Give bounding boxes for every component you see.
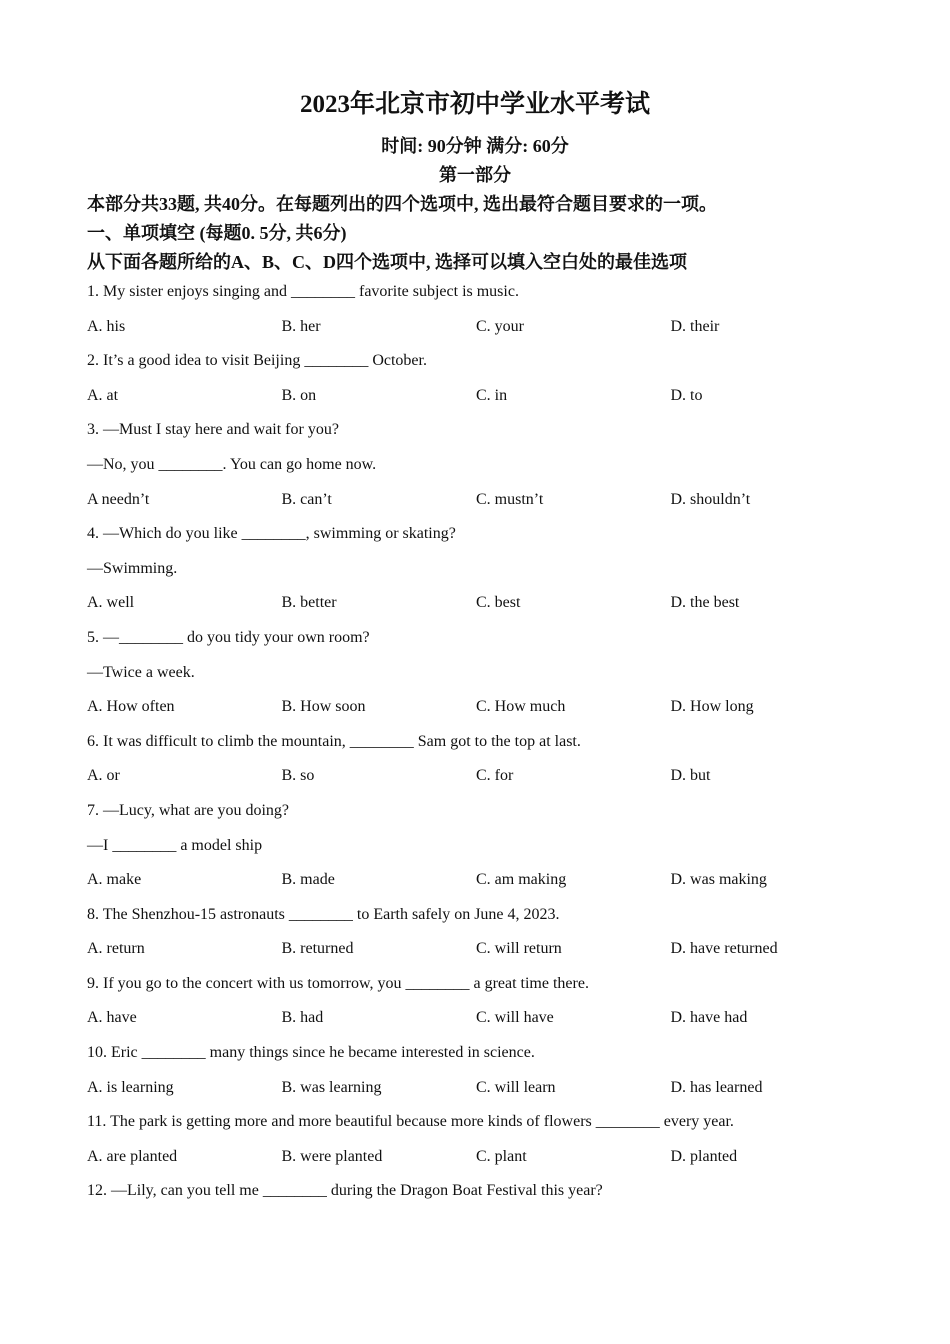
answer-option: D. but — [670, 767, 711, 785]
question — [87, 522, 887, 626]
question-stem: 6. It was difficult to climb the mountain, ________ Sam got to the top at last. — [87, 732, 581, 750]
answer-option: D. has learned — [670, 1078, 763, 1096]
answer-options — [87, 695, 887, 730]
question-stem: 4. —Which do you like ________, swimming or skating? — [87, 525, 456, 543]
answer-option: C. plant — [476, 1147, 527, 1165]
answer-options — [87, 591, 887, 626]
question-stem: 10. Eric ________ many things since he became interested in science. — [87, 1044, 535, 1062]
answer-options — [87, 488, 887, 523]
answer-options — [87, 764, 887, 799]
question — [87, 349, 887, 418]
part-heading: 第一部分 — [439, 165, 511, 185]
question-stem: 8. The Shenzhou-15 astronauts ________ to Earth safely on June 4, 2023. — [87, 905, 560, 923]
answer-option: C. in — [476, 386, 508, 404]
answer-options — [87, 868, 887, 903]
question-stem: —Swimming. — [87, 559, 178, 577]
answer-option: B. on — [281, 386, 317, 404]
question — [87, 1110, 887, 1179]
answer-option: B. returned — [281, 940, 354, 958]
section-instructions: 从下面各题所给的A、B、C、D四个选项中, 选择可以填入空白处的最佳选项 — [87, 252, 687, 272]
question — [87, 799, 887, 903]
question-stem: —No, you ________. You can go home now. — [87, 455, 377, 473]
answer-option: D. to — [670, 386, 703, 404]
question-stem: 11. The park is getting more and more beautiful because more kinds of flowers ________ every year. — [87, 1113, 734, 1131]
exam-time-score: 时间: 90分钟 满分: 60分 — [381, 136, 569, 156]
answer-option: D. have returned — [670, 940, 778, 958]
answer-option: D. How long — [670, 698, 754, 716]
answer-option: C. How much — [476, 698, 566, 716]
question-stem: 9. If you go to the concert with us tomorrow, you ________ a great time there. — [87, 974, 589, 992]
part-instructions: 本部分共33题, 共40分。在每题列出的四个选项中, 选出最符合题目要求的一项。 — [87, 194, 717, 214]
answer-option: A. is learning — [87, 1078, 174, 1096]
answer-option: D. the best — [670, 594, 740, 612]
answer-options — [87, 1145, 887, 1180]
answer-option: B. were planted — [281, 1147, 383, 1165]
answer-option: B. her — [281, 317, 321, 335]
answer-option: D. have had — [670, 1009, 748, 1027]
question — [87, 280, 887, 349]
question-stem: 7. —Lucy, what are you doing? — [87, 801, 290, 819]
answer-options — [87, 937, 887, 972]
question-stem: —I ________ a model ship — [87, 836, 263, 854]
answer-option: A. are planted — [87, 1147, 178, 1165]
answer-option: A. make — [87, 871, 142, 889]
answer-option: D. their — [670, 317, 720, 335]
question — [87, 972, 887, 1041]
question — [87, 1179, 887, 1214]
question-stem: 5. —________ do you tidy your own room? — [87, 628, 370, 646]
question — [87, 903, 887, 972]
answer-option: A needn’t — [87, 490, 150, 508]
answer-option: B. How soon — [281, 698, 366, 716]
answer-option: C. your — [476, 317, 524, 335]
answer-option: A. his — [87, 317, 126, 335]
answer-option: B. had — [281, 1009, 324, 1027]
question-stem: 1. My sister enjoys singing and ________ favorite subject is music. — [87, 283, 519, 300]
question — [87, 626, 887, 730]
answer-option: C. best — [476, 594, 521, 612]
exam-title: 2023年北京市初中学业水平考试 — [299, 91, 650, 118]
question — [87, 1041, 887, 1110]
answer-option: A. return — [87, 940, 145, 958]
answer-option: B. can’t — [281, 490, 332, 508]
question-stem: 12. —Lily, can you tell me ________ during the Dragon Boat Festival this year? — [87, 1182, 603, 1200]
answer-option: C. will learn — [476, 1078, 556, 1096]
answer-option: C. mustn’t — [476, 490, 544, 508]
answer-option: A. or — [87, 767, 120, 785]
answer-option: A. How often — [87, 698, 175, 716]
answer-option: C. will have — [476, 1009, 554, 1027]
question-stem: —Twice a week. — [87, 663, 195, 681]
answer-option: D. planted — [670, 1147, 738, 1165]
answer-option: A. have — [87, 1009, 137, 1027]
answer-option: B. better — [281, 594, 337, 612]
answer-option: C. for — [476, 767, 514, 785]
question — [87, 730, 887, 799]
answer-option: C. am making — [476, 871, 567, 889]
question-stem: 3. —Must I stay here and wait for you? — [87, 421, 339, 439]
question-stem: 2. It’s a good idea to visit Beijing ________ October. — [87, 352, 427, 370]
answer-option: A. at — [87, 386, 119, 404]
section-heading: 一、单项填空 (每题0. 5分, 共6分) — [87, 223, 347, 243]
answer-option: B. so — [281, 767, 315, 785]
answer-option: C. will return — [476, 940, 562, 958]
answer-options — [87, 315, 887, 350]
question — [87, 418, 887, 522]
answer-option: D. shouldn’t — [670, 490, 751, 508]
answer-option: B. made — [281, 871, 335, 889]
answer-option: A. well — [87, 594, 135, 612]
answer-option: B. was learning — [281, 1078, 382, 1096]
answer-options — [87, 1076, 887, 1111]
answer-option: D. was making — [670, 871, 767, 889]
answer-options — [87, 384, 887, 419]
question-list — [87, 280, 887, 1214]
answer-options — [87, 1006, 887, 1041]
